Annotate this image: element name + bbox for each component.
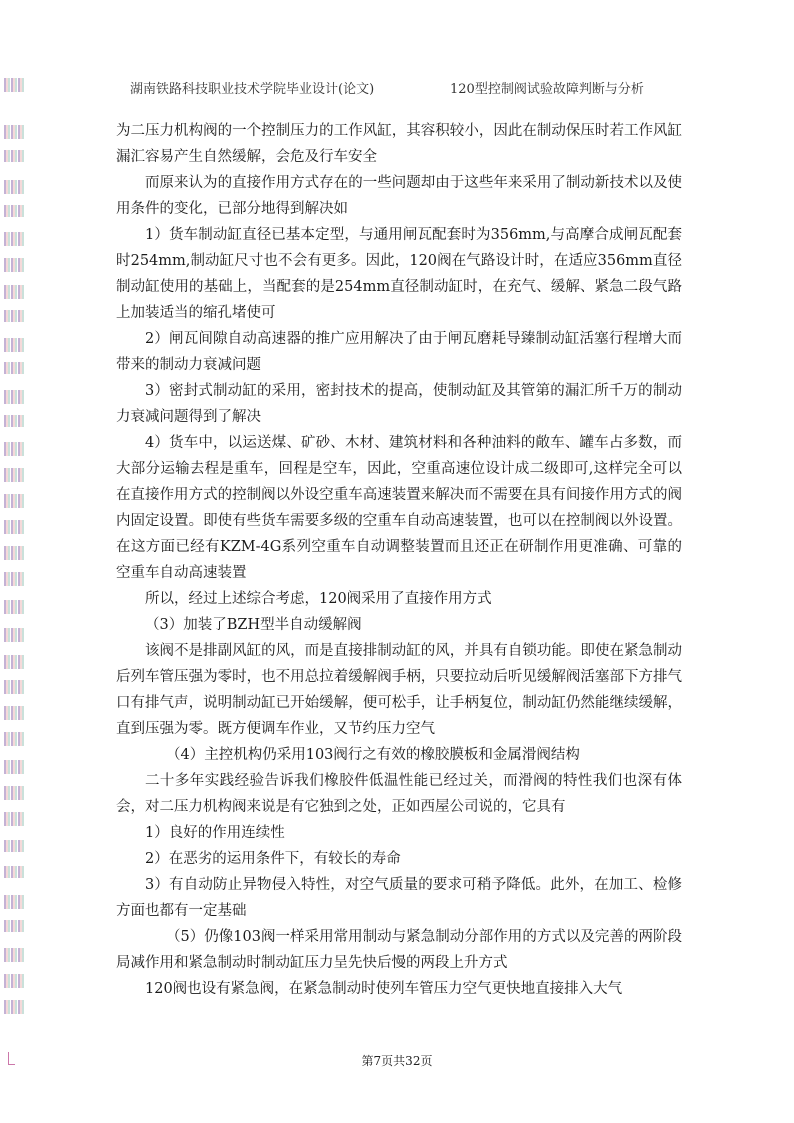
margin-artifact — [4, 600, 24, 614]
margin-artifact — [4, 520, 24, 534]
paragraph: 为二压力机构阀的一个控制压力的工作风缸，其容积较小，因此在制动保压时若工作风缸漏汇容易产生自然缓解，会危及行车安全 — [116, 123, 682, 165]
paragraph: 二十多年实践经验告诉我们橡胶件低温性能已经过关，而滑阀的特性我们也深有体会，对二压力机构阀来说是有它独到之处，正如西屋公司说的，它具有 — [116, 773, 682, 815]
margin-artifact — [4, 786, 24, 800]
margin-artifact — [4, 442, 24, 456]
margin-artifact — [4, 310, 24, 322]
paragraph: （4）主控机构仍采用103阀行之有效的橡胶膜板和金属滑阀结构 — [166, 747, 580, 763]
margin-artifact — [4, 546, 24, 560]
margin-artifact — [4, 180, 24, 194]
paragraph: （3）加装了BZH型半自动缓解阀 — [145, 617, 362, 633]
paragraph: 3）密封式制动缸的采用，密封技术的提高，使制动缸及其管第的漏汇所千万的制动力衰减问题得到了解决 — [116, 383, 682, 425]
paragraph: 1）良好的作用连续性 — [145, 825, 285, 841]
margin-artifact — [4, 948, 24, 962]
paragraph: 3）有自动防止异物侵入特性，对空气质量的要求可稍予降低。此外，在加工、检修方面也都有一定基础 — [116, 877, 682, 919]
margin-artifact — [4, 125, 24, 139]
margin-artifact — [4, 258, 24, 272]
margin-artifact — [4, 1000, 24, 1014]
margin-artifact — [4, 572, 24, 586]
body-text — [116, 118, 682, 1002]
margin-artifact — [4, 150, 24, 162]
margin-artifact — [4, 232, 24, 246]
page-footer — [0, 1052, 794, 1069]
paragraph: 2）闸瓦间隙自动高速器的推广应用解决了由于闸瓦磨耗导臻制动缸活塞行程增大而带来的制动力衰减问题 — [116, 331, 682, 373]
paragraph: 所以，经过上述综合考虑，120阀采用了直接作用方式 — [145, 591, 492, 607]
margin-artifact — [4, 866, 24, 878]
margin-artifact — [4, 760, 24, 774]
header-school-title: 湖南铁路科技职业技术学院毕业设计(论文) — [130, 82, 375, 97]
margin-artifact — [4, 840, 24, 852]
margin-artifact — [4, 706, 24, 720]
paragraph: （5）仍像103阀一样采用常用制动与紧急制动分部作用的方式以及完善的两阶段局减作用和紧急制动时制动缸压力呈先快后慢的两段上升方式 — [116, 929, 682, 971]
margin-artifact — [4, 205, 24, 217]
margin-artifact — [4, 655, 24, 669]
margin-artifact — [4, 732, 24, 746]
paragraph: 而原来认为的直接作用方式存在的一些问题却由于这些年来采用了制动新技术以及使用条件的变化，已部分地得到解决如 — [116, 175, 682, 217]
page-number: 第7页共32页 — [361, 1054, 433, 1068]
header-thesis-topic: 120型控制阀试验故障判断与分析 — [450, 82, 644, 97]
paragraph: 2）在恶劣的运用条件下，有较长的寿命 — [145, 851, 401, 867]
margin-artifact — [4, 895, 24, 909]
paragraph: 120阀也设有紧急阀，在紧急制动时使列车管压力空气更快地直接排入大气 — [145, 981, 623, 997]
paragraph: 4）货车中，以运送煤、矿砂、木材、建筑材料和各种油料的敞车、罐车占多数，而大部分运输去程是重车，回程是空车，因此，空重高速位设计成二级即可,这样完全可以在直接作用方式的控制阀以外设空重车高速装置来解决而不需要在具有间接作用方式的阀内固定设置。即使有些货车需要多级的空重车自动高速装置，也可以在控制阀以外设置。在这方面已经有KZM-4G系列空重车自动调整装置而且还正在研制作用更准确、可靠的空重车自动高速装置 — [116, 435, 682, 581]
margin-artifact — [4, 494, 24, 508]
margin-artifact — [4, 680, 24, 694]
paragraph: 1）货车制动缸直径已基本定型，与通用闸瓦配套时为356mm,与高摩合成闸瓦配套时254mm,制动缸尺寸也不会有更多。因此，120阀在气路设计时，在适应356mm直径制动缸使用的基础上，当配套的是254mm直径制动缸时，在充气、缓解、紧急二段气路上加装适当的缩孔堵使可 — [116, 227, 682, 321]
paragraph: 该阀不是排副风缸的风，而是直接排制动缸的风，并具有自锁功能。即使在紧急制动后列车管压强为零时，也不用总拉着缓解阀手柄，只要拉动后听见缓解阀活塞部下方排气口有排气声，说明制动缸已开始缓解，便可松手，让手柄复位，制动缸仍然能继续缓解，直到压强为零。既方便调车作业，又节约压力空气 — [116, 643, 682, 737]
margin-artifact — [4, 628, 24, 642]
margin-artifact — [4, 468, 24, 482]
margin-artifact — [4, 415, 24, 427]
margin-artifact — [4, 285, 24, 299]
margin-artifact — [4, 390, 24, 404]
margin-artifact — [4, 338, 24, 352]
margin-artifact — [4, 920, 24, 932]
margin-artifact — [4, 78, 24, 92]
margin-artifact — [4, 362, 24, 374]
margin-artifact — [4, 812, 24, 826]
margin-artifact — [4, 974, 24, 988]
left-margin-artifacts — [0, 0, 30, 1123]
